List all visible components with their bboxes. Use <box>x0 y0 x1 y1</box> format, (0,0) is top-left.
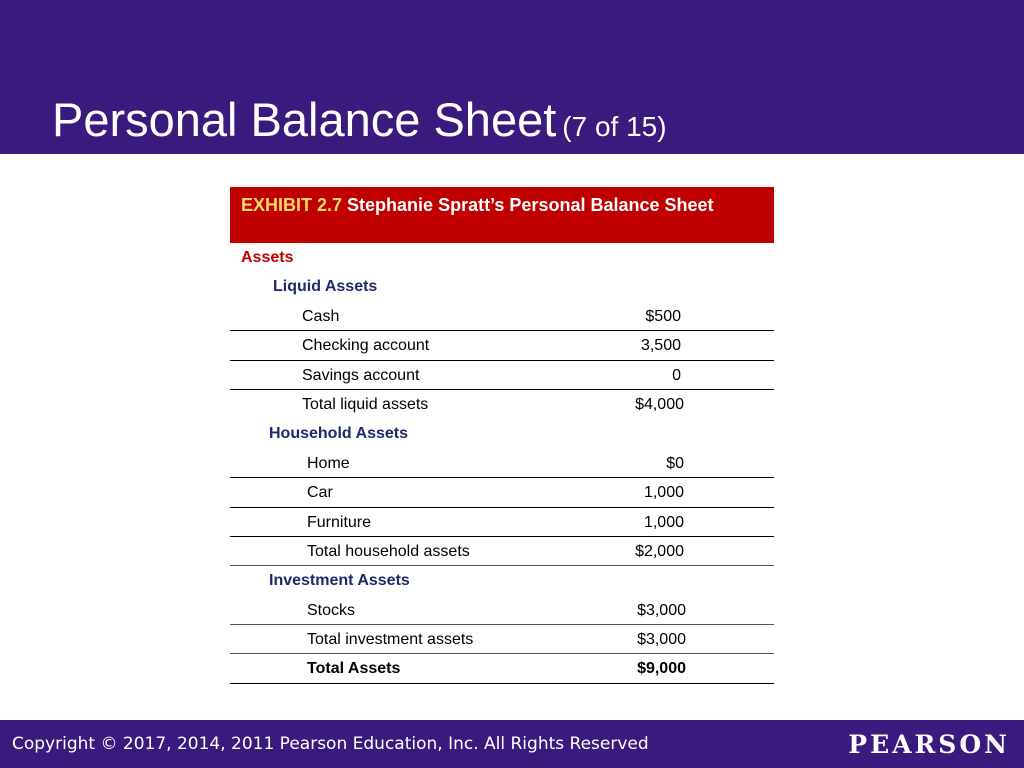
table-row <box>230 302 774 331</box>
row-label: Stocks <box>307 601 356 619</box>
copyright-text: Copyright © 2017, 2014, 2011 Pearson Education, Inc. All Rights Reserved <box>12 734 649 754</box>
row-label: Cash <box>302 307 340 325</box>
table-row-total <box>230 625 774 654</box>
section-heading: Assets <box>241 249 294 266</box>
table-row <box>230 449 774 478</box>
row-label: Furniture <box>307 513 372 531</box>
row-value: $500 <box>645 307 681 325</box>
exhibit-title: Stephanie Spratt’s Personal Balance Sheet <box>347 195 714 215</box>
table-row <box>230 361 774 390</box>
subsection-row-investment <box>230 566 774 595</box>
row-label: Total household assets <box>307 542 470 560</box>
exhibit-header <box>230 187 774 243</box>
exhibit-table <box>230 187 774 684</box>
row-value: $0 <box>666 454 684 472</box>
row-value: $4,000 <box>635 395 684 413</box>
row-value: 0 <box>672 366 681 384</box>
exhibit-number: EXHIBIT 2.7 <box>241 195 343 215</box>
grand-total-label: Total Assets <box>307 660 401 678</box>
subsection-row-liquid <box>230 272 774 301</box>
row-value: 1,000 <box>643 513 684 531</box>
row-value: $3,000 <box>637 631 686 649</box>
row-value: $2,000 <box>635 542 684 560</box>
subsection-row-household <box>230 419 774 448</box>
subsection-heading: Household Assets <box>269 425 408 443</box>
row-label: Total liquid assets <box>302 395 429 413</box>
subsection-heading: Investment Assets <box>269 572 410 590</box>
table-row <box>230 508 774 537</box>
row-value: 3,500 <box>640 337 681 355</box>
slide-subtitle: (7 of 15) <box>562 111 667 142</box>
row-label: Checking account <box>302 337 430 355</box>
subsection-heading: Liquid Assets <box>273 278 378 296</box>
section-row-assets <box>230 243 774 272</box>
pearson-logo: PEARSON <box>848 730 1010 759</box>
table-row <box>230 596 774 625</box>
row-label: Total investment assets <box>307 631 474 649</box>
row-value: 1,000 <box>643 484 684 502</box>
slide-title <box>52 92 667 155</box>
row-label: Car <box>307 484 333 502</box>
table-row-total <box>230 390 774 419</box>
grand-total-value: $9,000 <box>637 660 686 678</box>
row-value: $3,000 <box>637 601 686 619</box>
slide-title-text: Personal Balance Sheet <box>52 93 557 146</box>
table-row <box>230 331 774 360</box>
row-label: Savings account <box>302 366 420 384</box>
table-row-total <box>230 537 774 566</box>
grand-total-row <box>230 654 774 683</box>
table-row <box>230 478 774 507</box>
row-label: Home <box>307 454 350 472</box>
